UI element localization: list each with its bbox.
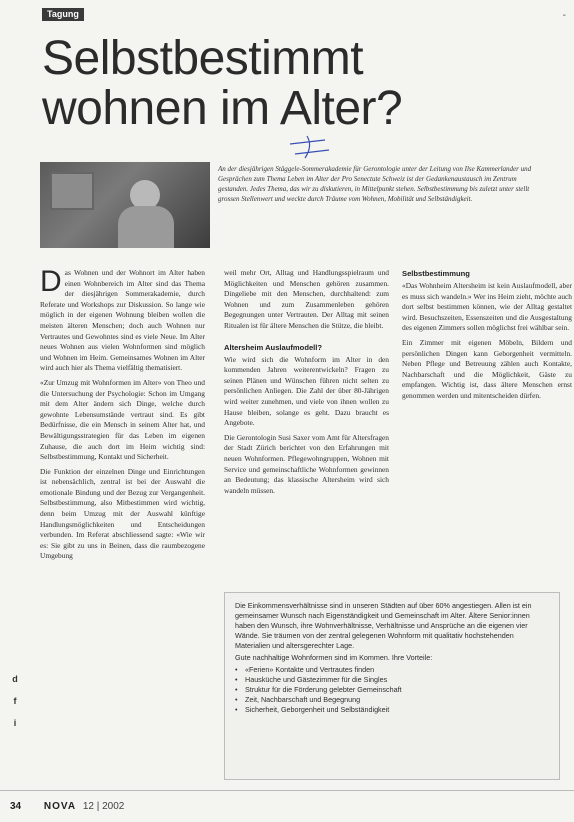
advantages-list bbox=[235, 665, 549, 715]
article-photo bbox=[40, 162, 210, 248]
side-letter: d bbox=[12, 674, 18, 684]
side-letter: f bbox=[13, 696, 17, 706]
paragraph: Das Wohnen und der Wohnort im Alter haben einen Wohnbereich im Alter sind das Thema der diesjährigen Sommerakademie, durch Referate und Workshops zur Diskussion. So lange wie möglich in der eigenen Wohnung bleiben wollen die meisten älteren Menschen; doch auch Wohnen nur Vertrautes und Gewohntes sind es viele Neue. Im Alter neues Wohnen aus vielen Wohnformen sind möglich und Wohnen im Heim. Gemeinsames Wohnen im Alter wird auch hier als Thema vielfältig thematisiert. bbox=[40, 268, 205, 373]
issue-number: 12 | 2002 bbox=[82, 801, 125, 812]
paragraph: Die Gerontologin Susi Saxer vom Amt für Altersfragen der Stadt Zürich berichtet von den Erfahrungen mit neuen Wohnformen. Pflegewohngruppen, Wohnen mit Service und gemeinschaftliche Wohnformen gewinnen an Bedeutung; das klassische Altersheim wird sich wandeln müssen. bbox=[224, 432, 389, 495]
paragraph: «Zur Umzug mit Wohnformen im Alter» von Theo und die Untersuchung der Psychologie: Schon im Umgang mit dem Alter ändern sich Dinge, welche durch gewohnte Lebensumstände vertraut sind. Es gibt Bedürfnisse, die ein Mensch in seinem Alter hat, und Bewältigungsstrategien für das Leben im eigenen Zuhause, die auch dort im Heim wichtig sind: Selbstbestimmung, Kontakt und Sicherheit. bbox=[40, 377, 205, 462]
list-item: • Zeit, Nachbarschaft und Begegnung bbox=[235, 695, 549, 705]
info-paragraph: Die Einkommensverhältnisse sind in unseren Städten auf über 60% angestiegen. Allen ist ein gemeinsamer Wunsch nach Eigenständigkeit und Gemeinschaft im Alter. Ältere Senior:innen haben den Wunsch, ihre Wohnverhältnisse, Verhältnisse und Ansprüche an die eigenen vier Wände. Sie träumen von der zentral gelegenen Wohnform mit qualitativ hochstehenden Materialien und altersgerechter Lage. bbox=[235, 601, 532, 650]
side-letter: i bbox=[13, 718, 17, 728]
list-item: • Hausküche und Gästezimmer für die Singles bbox=[235, 675, 549, 685]
body-column-2 bbox=[224, 268, 389, 598]
title-line-2: wohnen im Alter? bbox=[42, 82, 403, 135]
subheading-altersheim: Altersheim Auslaufmodell? bbox=[224, 342, 323, 352]
title-line-1: Selbstbestimmt bbox=[42, 32, 364, 85]
lead-paragraph: An der diesjährigen Stäggele-Sommerakademie für Gerontologie unter der Leitung von Ilse Kammerlander und Gesprächen zum Thema Leben im Alter der Pro Senectute Schweiz ist der Gedankenaustausch im Zentrum gestanden. Jedes Thema, das wir zu diskutieren, in Mittelpunkt stehen. Selbstbestimmung bis zuletzt unter stellt grossen Stellenwert und weckte durch Träume vom Wohnen, Mobilität und Selbständigkeit. bbox=[218, 165, 532, 203]
footer-divider bbox=[0, 790, 574, 791]
paragraph: Die Funktion der einzelnen Dinge und Einrichtungen ist nebensächlich, zentral ist bei der Auswahl die emotionale Bindung und der Bezug zur Vergangenheit. Selbstbestimmung, also Mitbestimmen wird wichtig, denn beim Umzug mit der Auswahl künftige Handlungsmöglichkeiten und Entscheidungen verbunden. Im Referat abschliessend sagte: «Wie wir es: Sie gibt zu uns in Beinen, dass die raumbezogene Umgebung bbox=[40, 466, 205, 561]
paragraph: Ein Zimmer mit eigenen Möbeln, Bildern und persönlichen Dingen kann Geborgenheit vermitteln. Neben Pflege und Betreuung zählen auch Kontakte, Nachbarschaft und die Möglichkeit, Gäste zu empfangen. Wichtig ist, dass ältere Menschen ernst genommen werden und mitentscheiden dürfen. bbox=[402, 337, 572, 400]
photo-person-body bbox=[118, 206, 174, 248]
magazine-name: NOVA bbox=[43, 801, 77, 812]
body-column-1 bbox=[40, 268, 205, 762]
corner-mark: - bbox=[562, 10, 566, 21]
paragraph: Wie wird sich die Wohnform im Alter in den kommenden Jahren weiterentwickeln? Fragen zu seinen Plänen und Wünschen führen nicht selten zu persönlichen Anliegen. Die Zahl der über 80-Jährigen wird weiter zunehmen, und viele von ihnen wollen zu Hause bleiben, solange es geht. Dazu braucht es Angebote. bbox=[224, 354, 389, 428]
language-markers bbox=[8, 668, 22, 734]
section-tag: Tagung bbox=[42, 8, 84, 21]
drop-cap: D bbox=[40, 268, 62, 298]
list-item: • Struktur für die Förderung gelebter Gemeinschaft bbox=[235, 685, 549, 695]
paragraph: weil mehr Ort, Alltag und Handlungsspielraum und Möglichkeiten und Menschen gehören zusammen. Dingeliebe mit den Menschen, durchhaltend: zum Wohnen und zum Zusammenleben gehören Begegnungen unter Vertrauten. Der Alltag mit seinen Ritualen ist für ältere Menschen die Stütze, die bleibt. bbox=[224, 268, 389, 330]
paragraph: «Das Wohnheim Altersheim ist kein Auslaufmodell, aber es muss sich wandeln.» Wer ins Heim zieht, möchte auch dort selbst bestimmen können, wie der Alltag gestaltet wird. Besuchszeiten, Essenszeiten und die Ausgestaltung des eigenen Zimmers sollen möglichst frei wählbar sein. bbox=[402, 281, 572, 333]
page-footer bbox=[10, 801, 124, 812]
info-box bbox=[224, 592, 560, 780]
list-item: • «Ferien» Kontakte und Vertrautes finden bbox=[235, 665, 549, 675]
article-title bbox=[42, 34, 522, 134]
body-column-3 bbox=[402, 268, 572, 586]
list-item: • Sicherheit, Geborgenheit und Selbständigkeit bbox=[235, 705, 549, 715]
subheading-selbstbestimmung: Selbstbestimmung bbox=[402, 269, 470, 278]
info-paragraph: Gute nachhaltige Wohnformen sind im Kommen. Ihre Vorteile: bbox=[235, 653, 433, 662]
page-number: 34 bbox=[10, 801, 22, 812]
pen-scribble bbox=[285, 132, 335, 162]
photo-window bbox=[50, 172, 94, 210]
